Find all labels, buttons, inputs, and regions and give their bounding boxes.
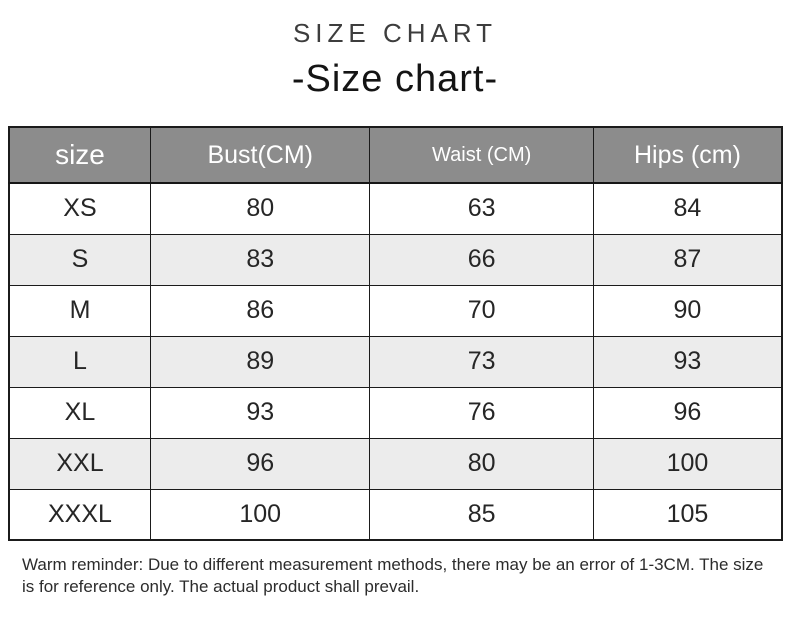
size-cell: XL [9,387,150,438]
bust-cell: 80 [150,183,370,234]
hips-cell: 100 [593,438,782,489]
page-title: SIZE CHART [292,18,498,48]
hips-cell: 84 [593,183,782,234]
waist-cell: 85 [370,489,593,540]
bust-cell: 93 [150,387,370,438]
waist-cell: 76 [370,387,593,438]
hips-cell: 93 [593,336,782,387]
size-cell: XXL [9,438,150,489]
table-row [9,438,782,489]
table-row [9,489,782,540]
table-row [9,285,782,336]
hips-cell: 87 [593,234,782,285]
size-chart-table [8,126,783,541]
size-cell: M [9,285,150,336]
table-row [9,387,782,438]
table-row [9,336,782,387]
column-header-waist: Waist (CM) [370,127,593,183]
column-header-hips: Hips (cm) [593,127,782,183]
waist-cell: 63 [370,183,593,234]
waist-cell: 73 [370,336,593,387]
size-cell: S [9,234,150,285]
table-header-row [9,127,782,183]
waist-cell: 80 [370,438,593,489]
page-subtitle: -Size chart- [291,58,499,100]
bust-cell: 83 [150,234,370,285]
waist-cell: 66 [370,234,593,285]
column-header-size: size [9,127,150,183]
bust-cell: 86 [150,285,370,336]
hips-cell: 105 [593,489,782,540]
bust-cell: 89 [150,336,370,387]
column-header-bust: Bust(CM) [150,127,370,183]
bust-cell: 100 [150,489,370,540]
waist-cell: 70 [370,285,593,336]
bust-cell: 96 [150,438,370,489]
size-cell: L [9,336,150,387]
hips-cell: 96 [593,387,782,438]
hips-cell: 90 [593,285,782,336]
table-row [9,183,782,234]
size-cell: XS [9,183,150,234]
size-cell: XXXL [9,489,150,540]
table-row [9,234,782,285]
reminder-text: Warm reminder: Due to different measurement methods, there may be an error of 1-3CM. The size is for reference only. The actual product shall prevail. [22,555,764,597]
